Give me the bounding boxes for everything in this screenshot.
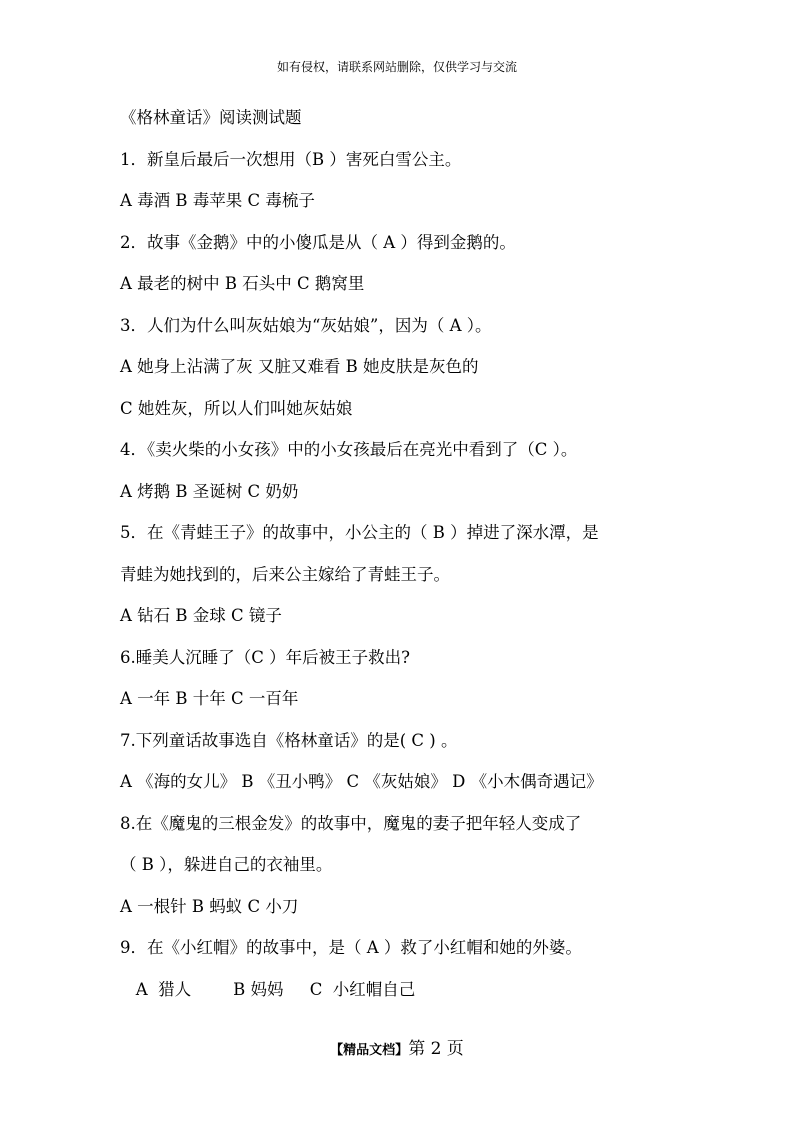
question-3-options-line-1: A 她身上沾满了灰 又脏又难看 B 她皮肤是灰色的 [120,357,479,376]
question-7-options: A 《海的女儿》 B 《丑小鸭》 C 《灰姑娘》 D 《小木偶奇遇记》 [120,772,603,791]
question-5-line-1: 5．在《青蛙王子》的故事中，小公主的（ B ）掉进了深水潭，是 [120,523,599,542]
question-3: 3．人们为什么叫灰姑娘为“灰姑娘”，因为（ A ）。 [120,316,492,335]
question-2: 2．故事《金鹅》中的小傻瓜是从（ A ）得到金鹅的。 [120,233,516,252]
question-5-line-2: 青蛙为她找到的，后来公主嫁给了青蛙王子。 [120,565,450,584]
question-9-options: A 猎人 B 妈妈 C 小红帽自己 [120,980,416,999]
question-6-options: A 一年 B 十年 C 一百年 [120,689,299,708]
question-7: 7.下列童话故事选自《格林童话》的是( C ) 。 [120,731,458,750]
footer-tag: 【精品文档】 [330,1043,409,1058]
question-5-options: A 钻石 B 金球 C 镜子 [120,606,282,625]
document-title: 《格林童话》阅读测试题 [120,108,302,127]
copyright-notice: 如有侵权，请联系网站删除，仅供学习与交流 [276,60,517,74]
question-8-line-2: （ B ），躲进自己的衣袖里。 [120,855,333,874]
question-8-line-1: 8.在《魔鬼的三根金发》的故事中，魔鬼的妻子把年轻人变成了 [120,814,582,833]
page-footer [0,1034,794,1059]
question-9: 9．在《小红帽》的故事中，是（ A ）救了小红帽和她的外婆。 [120,938,582,957]
question-6: 6.睡美人沉睡了（C ）年后被王子救出? [120,648,410,667]
question-2-options: A 最老的树中 B 石头中 C 鹅窝里 [120,274,365,293]
question-4-options: A 烤鹅 B 圣诞树 C 奶奶 [120,482,299,501]
question-4: 4．《卖火柴的小女孩》中的小女孩最后在亮光中看到了（C ）。 [120,440,578,459]
page-number: 第 2 页 [408,1039,464,1059]
question-3-options-line-2: C 她姓灰，所以人们叫她灰姑娘 [120,399,353,418]
question-8-options: A 一根针 B 蚂蚁 C 小刀 [120,897,299,916]
question-1-options: A 毒酒 B 毒苹果 C 毒梳子 [120,191,315,210]
question-1: 1．新皇后最后一次想用（B ）害死白雪公主。 [120,150,462,169]
